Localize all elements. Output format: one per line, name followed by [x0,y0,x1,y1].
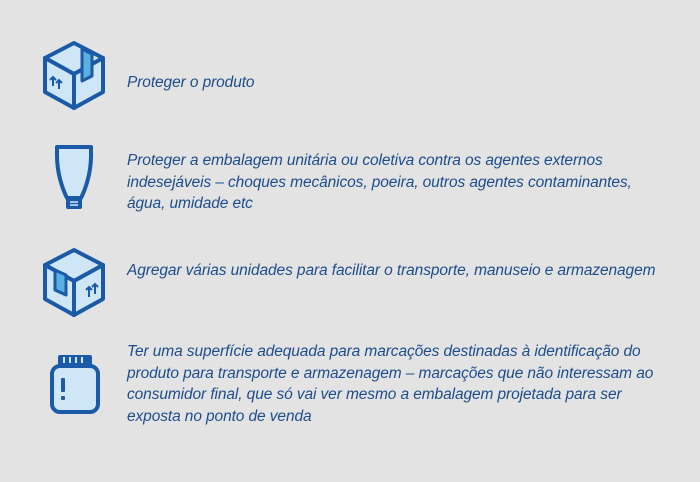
box-icon [40,40,108,117]
jar-icon [48,352,102,421]
item-text: Ter uma superfície adequada para marcações destinadas à identificação do produto para transporte e armazenagem – marcações que não interessam ao consumidor final, que só vai ver mesmo a embalagem projetada para ser exposta no ponto de venda [127,343,654,425]
item-text: Proteger a embalagem unitária ou coletiva contra os agentes externos indesejáveis – choques mecânicos, poeira, outros agentes contaminantes, água, umidade etc [127,152,632,212]
tube-icon [52,144,96,219]
item-text: Proteger o produto [127,74,255,91]
box-icon [40,247,108,324]
item-text: Agregar várias unidades para facilitar o transporte, manuseio e armazenagem [127,262,656,279]
